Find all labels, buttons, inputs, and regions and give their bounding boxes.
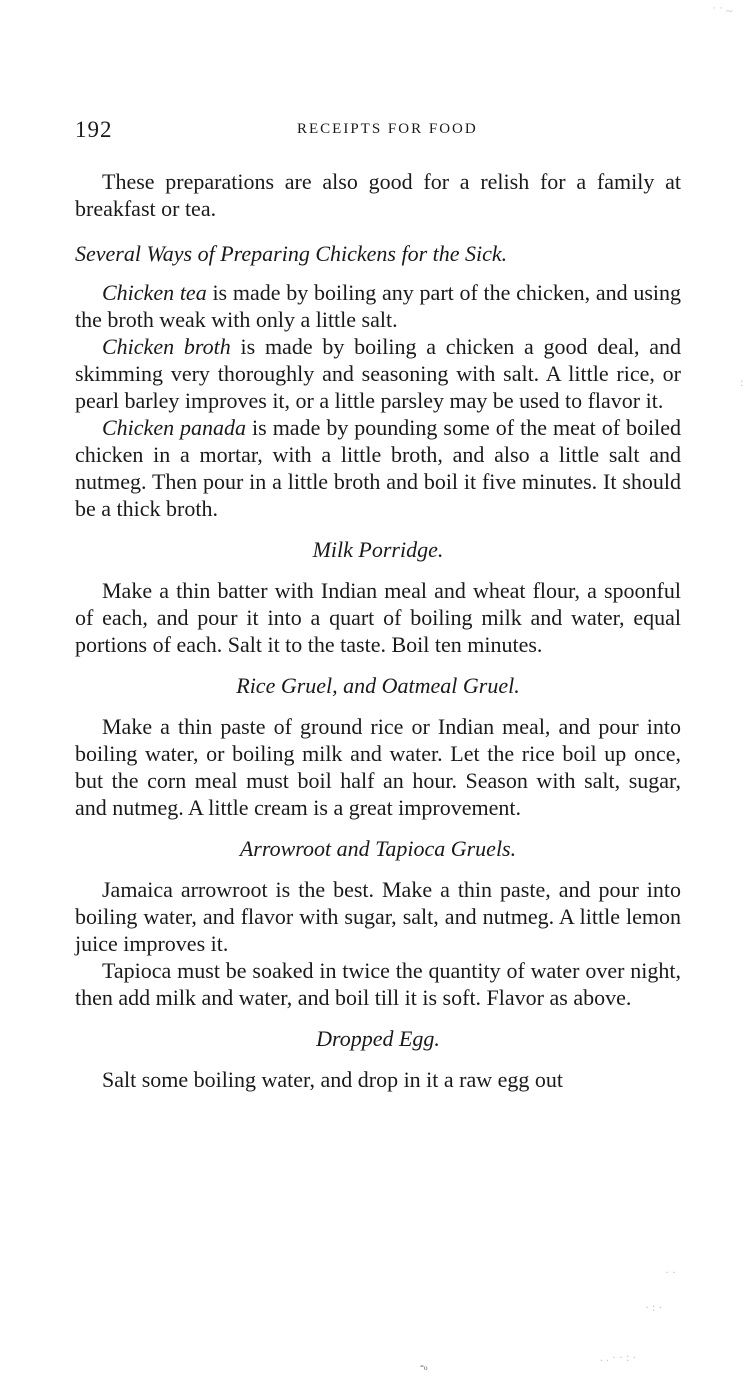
scan-speck: . . · · : ·	[600, 1350, 637, 1364]
chickens-heading: Several Ways of Preparing Chickens for the Sick.	[75, 241, 508, 266]
chicken-tea-term: Chicken tea	[102, 280, 207, 305]
page-header	[75, 112, 681, 152]
book-page	[75, 112, 681, 1093]
tapioca-paragraph: Tapioca must be soaked in twice the quantity of water over night, then add milk and water, and boil till it is soft. Flavor as above.	[75, 958, 681, 1010]
chicken-tea-text: is made by boiling any part of the chicken, and using the broth weak with only a little salt.	[75, 280, 681, 332]
scan-speck: ˙ ˙ ~	[712, 4, 733, 18]
gruel-paragraph: Make a thin paste of ground rice or Indian meal, and pour into boiling water, or boiling milk and water. Let the rice boil up once, but the corn meal must boil half an hour. Season with salt, sugar, and nutmeg. A little cream is a great improvement.	[75, 714, 681, 820]
page-number: 192	[75, 117, 113, 142]
chicken-panada-term: Chicken panada	[102, 415, 247, 440]
intro-paragraph: These preparations are also good for a relish for a family at breakfast or tea.	[75, 169, 681, 221]
gruel-heading: Rice Gruel, and Oatmeal Gruel.	[236, 673, 520, 698]
chicken-panada-text: is made by pounding some of the meat of boiled chicken in a mortar, with a little broth, and also a little salt and nutmeg. Then pour in a little broth and boil it five minutes. It should be a thick broth.	[75, 415, 681, 521]
chicken-broth-text: is made by boiling a chicken a good deal, and skimming very thoroughly and seasoning with salt. A little rice, or pearl barley improves it, or a little parsley may be used to flavor it.	[75, 334, 681, 413]
egg-heading: Dropped Egg.	[316, 1026, 440, 1051]
chicken-broth-term: Chicken broth	[102, 334, 231, 359]
running-title: RECEIPTS FOR FOOD	[297, 121, 478, 137]
porridge-paragraph: Make a thin batter with Indian meal and wheat flour, a spoonful of each, and pour it into a quart of boiling milk and water, equal portions of each. Salt it to the taste. Boil ten minutes.	[75, 578, 681, 657]
scan-speck: · ·	[665, 1265, 676, 1279]
scan-speck: :	[740, 375, 744, 389]
scan-speck: · : ·	[645, 1300, 663, 1314]
chicken-panada-paragraph	[75, 414, 681, 522]
arrowroot-paragraph: Jamaica arrowroot is the best. Make a thin paste, and pour into boiling water, and flavor with sugar, salt, and nutmeg. A little lemon juice improves it.	[75, 877, 681, 956]
chicken-tea-paragraph	[75, 279, 681, 333]
egg-paragraph: Salt some boiling water, and drop in it a raw egg out	[102, 1067, 564, 1092]
chicken-broth-paragraph	[75, 333, 681, 414]
scan-speck: -ₒ	[420, 1358, 428, 1372]
arrowroot-heading: Arrowroot and Tapioca Gruels.	[239, 836, 517, 861]
porridge-heading: Milk Porridge.	[312, 537, 444, 562]
